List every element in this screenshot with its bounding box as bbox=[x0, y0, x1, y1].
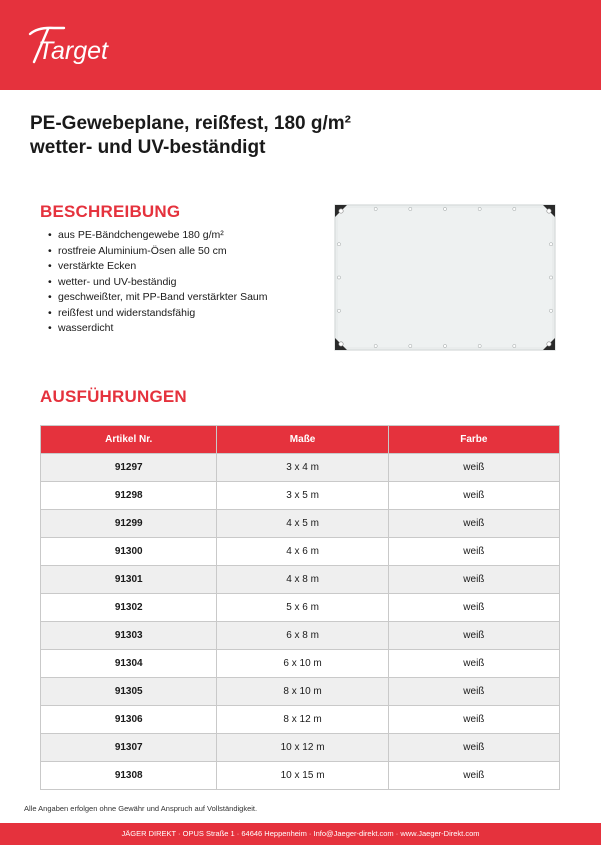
dimensions-cell: 10 x 12 m bbox=[217, 734, 388, 762]
eyelet-icon bbox=[478, 344, 481, 347]
dimensions-cell: 4 x 6 m bbox=[217, 538, 388, 566]
table-row bbox=[41, 594, 560, 622]
table-row bbox=[41, 482, 560, 510]
disclaimer: Alle Angaben erfolgen ohne Gewähr und Anspruch auf Vollständigkeit. bbox=[24, 804, 258, 813]
color-cell: weiß bbox=[388, 706, 559, 734]
eyelet-icon bbox=[549, 309, 552, 312]
table-row bbox=[41, 734, 560, 762]
color-cell: weiß bbox=[388, 734, 559, 762]
description-item: • aus PE-Bändchengewebe 180 g/m² bbox=[48, 228, 268, 244]
article-number-cell: 91301 bbox=[41, 566, 217, 594]
logo-text: Target bbox=[38, 37, 108, 65]
color-cell: weiß bbox=[388, 566, 559, 594]
eyelet-icon bbox=[513, 344, 516, 347]
color-cell: weiß bbox=[388, 454, 559, 482]
article-number-cell: 91303 bbox=[41, 622, 217, 650]
color-cell: weiß bbox=[388, 678, 559, 706]
product-title-line2: wetter- und UV-beständigt bbox=[30, 137, 266, 158]
table-header-row bbox=[41, 426, 560, 454]
dimensions-cell: 6 x 10 m bbox=[217, 650, 388, 678]
color-cell: weiß bbox=[388, 538, 559, 566]
article-number-cell: 91297 bbox=[41, 454, 217, 482]
color-cell: weiß bbox=[388, 482, 559, 510]
dimensions-cell: 10 x 15 m bbox=[217, 762, 388, 790]
table-row bbox=[41, 510, 560, 538]
article-number-cell: 91308 bbox=[41, 762, 217, 790]
eyelet-icon bbox=[443, 344, 446, 347]
table-row bbox=[41, 706, 560, 734]
dimensions-cell: 4 x 8 m bbox=[217, 566, 388, 594]
dimensions-cell: 8 x 10 m bbox=[217, 678, 388, 706]
article-number-cell: 91298 bbox=[41, 482, 217, 510]
article-number-cell: 91300 bbox=[41, 538, 217, 566]
color-cell: weiß bbox=[388, 762, 559, 790]
column-header-article: Artikel Nr. bbox=[41, 426, 217, 454]
eyelet-icon bbox=[337, 309, 340, 312]
product-title-line1: PE-Gewebeplane, reißfest, 180 g/m² bbox=[30, 113, 351, 134]
article-number-cell: 91304 bbox=[41, 650, 217, 678]
eyelet-icon bbox=[549, 276, 552, 279]
description-item: • rostfreie Aluminium-Ösen alle 50 cm bbox=[48, 244, 268, 260]
eyelet-icon bbox=[339, 209, 343, 213]
table-row bbox=[41, 454, 560, 482]
description-list bbox=[48, 228, 268, 337]
eyelet-icon bbox=[547, 342, 551, 346]
column-header-dimensions: Maße bbox=[217, 426, 388, 454]
table-row bbox=[41, 650, 560, 678]
table-row bbox=[41, 762, 560, 790]
eyelet-icon bbox=[374, 207, 377, 210]
eyelet-icon bbox=[409, 344, 412, 347]
product-title bbox=[30, 112, 351, 160]
color-cell: weiß bbox=[388, 622, 559, 650]
article-number-cell: 91307 bbox=[41, 734, 217, 762]
description-heading: BESCHREIBUNG bbox=[40, 202, 181, 221]
eyelet-icon bbox=[339, 342, 343, 346]
description-item: • reißfest und widerstandsfähig bbox=[48, 306, 268, 322]
eyelet-icon bbox=[337, 243, 340, 246]
eyelet-icon bbox=[513, 207, 516, 210]
description-item: • geschweißter, mit PP-Band verstärkter Saum bbox=[48, 290, 268, 306]
description-item: • verstärkte Ecken bbox=[48, 259, 268, 275]
column-header-color: Farbe bbox=[388, 426, 559, 454]
article-number-cell: 91306 bbox=[41, 706, 217, 734]
table-row bbox=[41, 566, 560, 594]
footer-bar: JÄGER DIREKT · OPUS Straße 1 · 64646 Heppenheim · Info@Jaeger-direkt.com · www.Jaeger-Direkt.com bbox=[0, 823, 601, 845]
dimensions-cell: 4 x 5 m bbox=[217, 510, 388, 538]
eyelet-icon bbox=[547, 209, 551, 213]
header-banner bbox=[0, 0, 601, 90]
dimensions-cell: 8 x 12 m bbox=[217, 706, 388, 734]
article-number-cell: 91305 bbox=[41, 678, 217, 706]
variants-heading: AUSFÜHRUNGEN bbox=[40, 387, 187, 406]
description-item: • wetter- und UV-beständig bbox=[48, 275, 268, 291]
table-row bbox=[41, 678, 560, 706]
description-item: • wasserdicht bbox=[48, 321, 268, 337]
dimensions-cell: 3 x 5 m bbox=[217, 482, 388, 510]
target-logo bbox=[24, 18, 144, 72]
eyelet-icon bbox=[337, 276, 340, 279]
eyelet-icon bbox=[374, 344, 377, 347]
variants-table bbox=[40, 425, 560, 790]
eyelet-icon bbox=[443, 207, 446, 210]
color-cell: weiß bbox=[388, 594, 559, 622]
article-number-cell: 91299 bbox=[41, 510, 217, 538]
dimensions-cell: 3 x 4 m bbox=[217, 454, 388, 482]
dimensions-cell: 6 x 8 m bbox=[217, 622, 388, 650]
color-cell: weiß bbox=[388, 510, 559, 538]
color-cell: weiß bbox=[388, 650, 559, 678]
tarp-image bbox=[330, 200, 560, 355]
table-row bbox=[41, 538, 560, 566]
dimensions-cell: 5 x 6 m bbox=[217, 594, 388, 622]
eyelet-icon bbox=[409, 207, 412, 210]
eyelet-icon bbox=[549, 243, 552, 246]
table-row bbox=[41, 622, 560, 650]
eyelet-icon bbox=[478, 207, 481, 210]
article-number-cell: 91302 bbox=[41, 594, 217, 622]
